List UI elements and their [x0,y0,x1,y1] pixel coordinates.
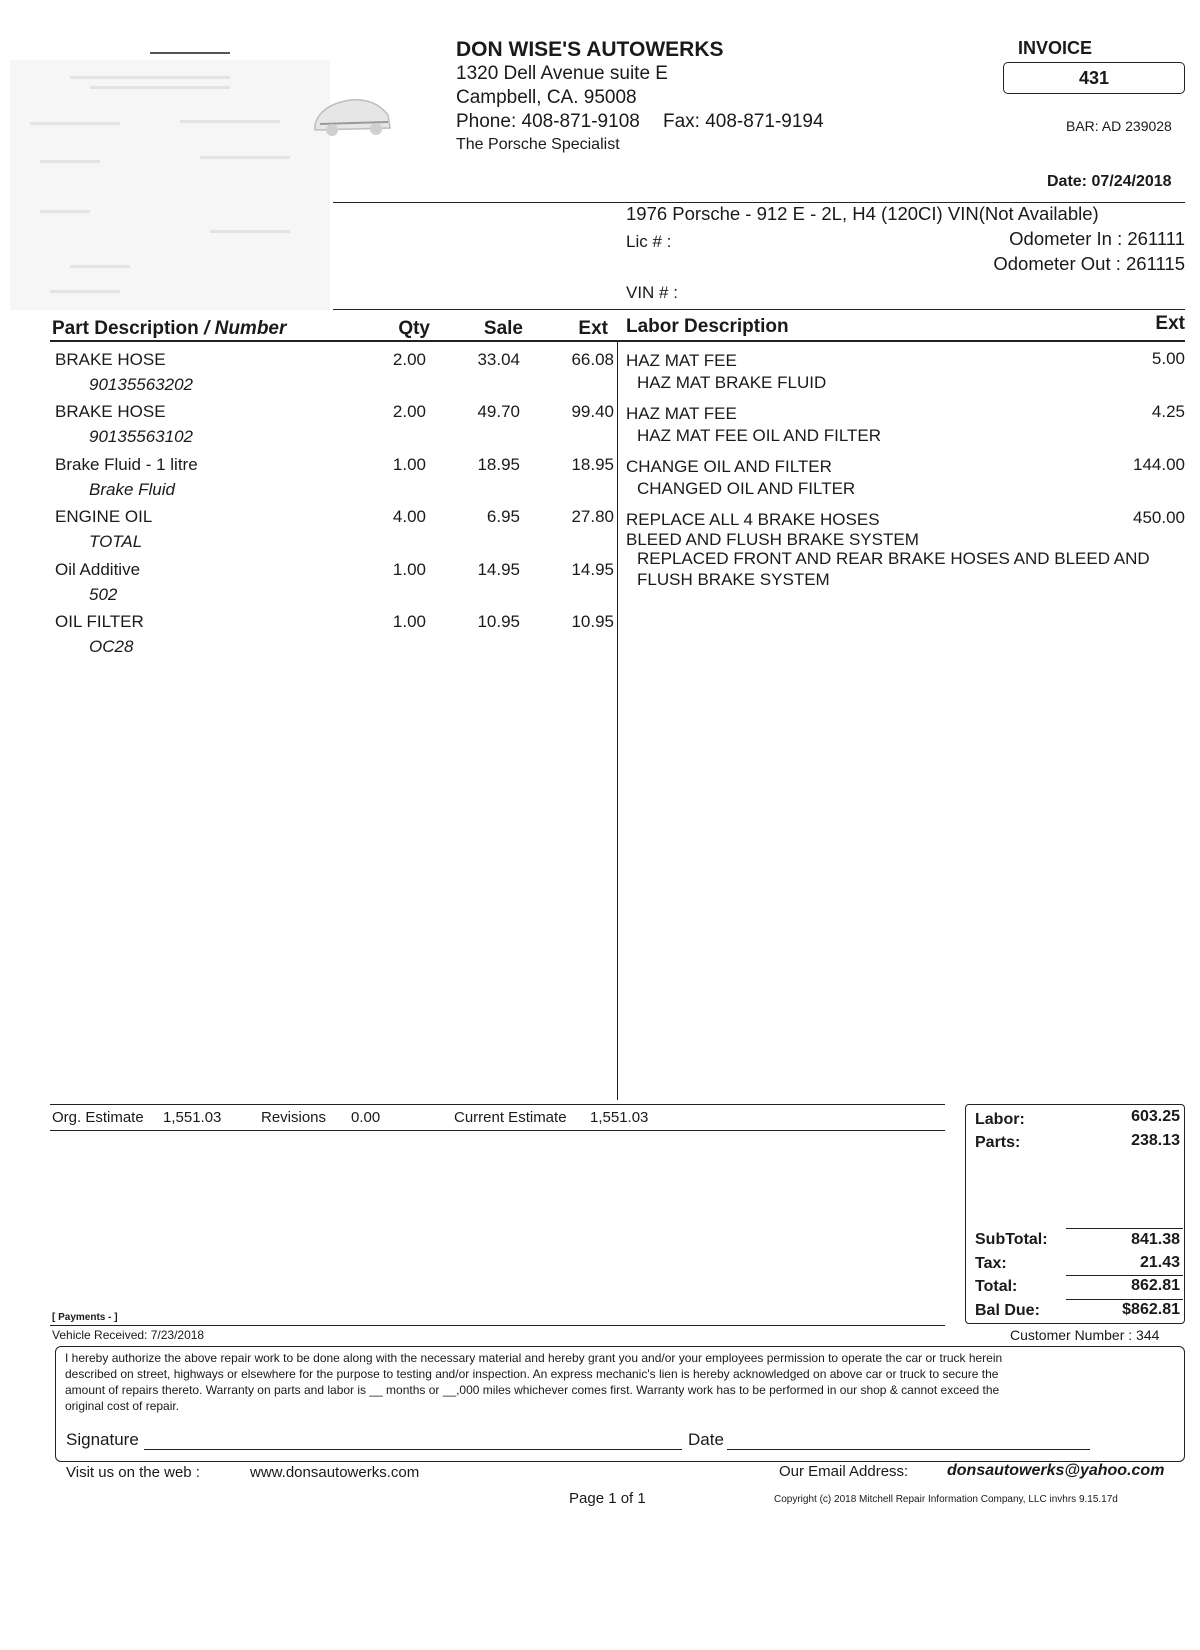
page-number: Page 1 of 1 [569,1490,646,1507]
web-label: Visit us on the web : [66,1464,200,1481]
part-ext: 10.95 [571,612,614,631]
labor-title-line2: BLEED AND FLUSH BRAKE SYSTEM [626,530,919,549]
labor-ext: 5.00 [1151,349,1185,368]
part-sale: 33.04 [477,350,520,369]
part-sale: 14.95 [477,560,520,579]
vin-label: VIN # : [626,283,678,302]
part-ext: 14.95 [571,560,614,579]
part-description: BRAKE HOSE [55,402,166,421]
labor-title: REPLACE ALL 4 BRAKE HOSES [626,510,880,529]
part-number: 502 [89,585,118,604]
invoice-label: INVOICE [1017,38,1092,58]
parts-total: 238.13 [1131,1132,1180,1149]
revisions-label: Revisions [261,1109,327,1126]
column-divider [617,340,618,1100]
copyright: Copyright (c) 2018 Mitchell Repair Information Company, LLC invhrs 9.15.17d [774,1494,1118,1505]
labor-total: 603.25 [1131,1108,1180,1125]
current-estimate-value: 1,551.03 [590,1109,649,1126]
invoice-number: 431 [1003,62,1185,94]
invoice-date: Date: 07/24/2018 [1047,173,1172,190]
labor-title: HAZ MAT FEE [626,351,737,370]
labor-header-desc: Labor Description [626,316,789,337]
parts-header-desc: Part Description / Number [52,318,287,339]
shop-fax: Fax: 408-871-9194 [663,111,824,132]
vehicle-description: 1976 Porsche - 912 E - 2L, H4 (120CI) VIN(Not Available) [626,203,1099,224]
signature-field[interactable] [144,1449,682,1450]
parts-total-label: Parts: [975,1134,1021,1151]
shop-tagline: The Porsche Specialist [456,136,620,153]
part-qty: 1.00 [392,560,426,579]
part-number: TOTAL [89,532,143,551]
license-label: Lic # : [626,232,672,251]
divider-line [333,309,1185,310]
bar-number: BAR: AD 239028 [1066,118,1172,134]
divider-line [50,1130,945,1131]
part-qty: 4.00 [392,507,426,526]
odometer-out: Odometer Out : 261115 [993,253,1185,274]
balance-due: $862.81 [1122,1301,1180,1318]
org-estimate-label: Org. Estimate [52,1109,144,1126]
labor-title: HAZ MAT FEE [626,404,737,423]
web-address[interactable]: www.donsautowerks.com [250,1464,420,1481]
part-number: Brake Fluid [89,480,175,499]
email-address[interactable]: donsautowerks@yahoo.com [947,1462,1165,1479]
part-sale: 6.95 [486,507,520,526]
balance-due-label: Bal Due: [975,1302,1040,1319]
divider-line [1066,1228,1183,1229]
part-number: 90135563102 [89,427,194,446]
authorization-text-line4: original cost of repair. [65,1399,180,1413]
car-icon [300,80,400,140]
signature-label: Signature [66,1430,139,1449]
labor-ext: 450.00 [1133,508,1185,527]
labor-ext: 4.25 [1151,402,1185,421]
part-description: OIL FILTER [55,612,144,631]
part-description: Oil Additive [55,560,141,579]
part-ext: 99.40 [571,402,614,421]
part-sale: 49.70 [477,402,520,421]
tax: 21.43 [1139,1254,1180,1271]
labor-title: CHANGE OIL AND FILTER [626,457,832,476]
part-description: Brake Fluid - 1 litre [55,455,198,474]
shop-address-line1: 1320 Dell Avenue suite E [456,63,668,84]
part-ext: 66.08 [571,350,614,369]
shop-address-line2: Campbell, CA. 95008 [456,87,637,108]
date-field[interactable] [727,1449,1090,1450]
payments-label: [ Payments - ] [52,1312,118,1323]
divider-line [50,1104,945,1105]
part-qty: 1.00 [392,612,426,631]
part-qty: 1.00 [392,455,426,474]
parts-header-ext: Ext [578,318,608,339]
labor-total-label: Labor: [975,1111,1025,1128]
shop-phone: Phone: 408-871-9108 [456,111,640,132]
parts-header-qty: Qty [398,318,430,339]
labor-note: HAZ MAT BRAKE FLUID [637,373,827,392]
vehicle-received: Vehicle Received: 7/23/2018 [52,1328,205,1342]
email-label: Our Email Address: [779,1463,909,1480]
date-label: Date [688,1430,724,1449]
total: 862.81 [1131,1277,1180,1294]
part-sale: 18.95 [477,455,520,474]
tax-label: Tax: [975,1255,1007,1272]
part-sale: 10.95 [477,612,520,631]
part-qty: 2.00 [392,402,426,421]
subtotal-label: SubTotal: [975,1231,1048,1248]
labor-header-ext: Ext [1155,313,1185,334]
revisions-value: 0.00 [351,1109,381,1126]
parts-header-sale: Sale [483,318,523,339]
part-number: 90135563202 [89,375,194,394]
authorization-text-line1: I hereby authorize the above repair work to be done along with the necessary material and hereby grant you and/or your employees permission to operate the car or truck herein [65,1351,1003,1365]
labor-note: HAZ MAT FEE OIL AND FILTER [637,426,882,445]
part-description: BRAKE HOSE [55,350,166,369]
part-number: OC28 [89,637,134,656]
org-estimate-value: 1,551.03 [163,1109,222,1126]
labor-note: CHANGED OIL AND FILTER [637,479,856,498]
shop-name: DON WISE'S AUTOWERKS [456,38,724,61]
faded-logo-area [10,60,330,310]
customer-number: Customer Number : 344 [1010,1327,1160,1343]
part-ext: 18.95 [571,455,614,474]
divider-line [50,1325,945,1326]
divider-line [1066,1275,1183,1276]
authorization-text-line3: amount of repairs thereto. Warranty on parts and labor is __ months or __,000 miles whichever comes first. Warranty work has to be performed in our shop & cannot exceed the [65,1383,1000,1397]
labor-note: REPLACED FRONT AND REAR BRAKE HOSES AND BLEED AND [637,549,1150,568]
divider-line [1066,1299,1183,1300]
labor-note: FLUSH BRAKE SYSTEM [637,570,830,589]
authorization-text-line2: described on street, highways or elsewhere for the purpose to testing and/or inspection. An express mechanic's lien is hereby acknowledged on above car or truck to secure the [65,1367,999,1381]
total-label: Total: [975,1278,1018,1295]
part-description: ENGINE OIL [55,507,153,526]
labor-ext: 144.00 [1133,455,1185,474]
part-ext: 27.80 [571,507,614,526]
part-qty: 2.00 [392,350,426,369]
subtotal: 841.38 [1131,1231,1180,1248]
current-estimate-label: Current Estimate [454,1109,567,1126]
odometer-in: Odometer In : 261111 [1009,228,1185,249]
